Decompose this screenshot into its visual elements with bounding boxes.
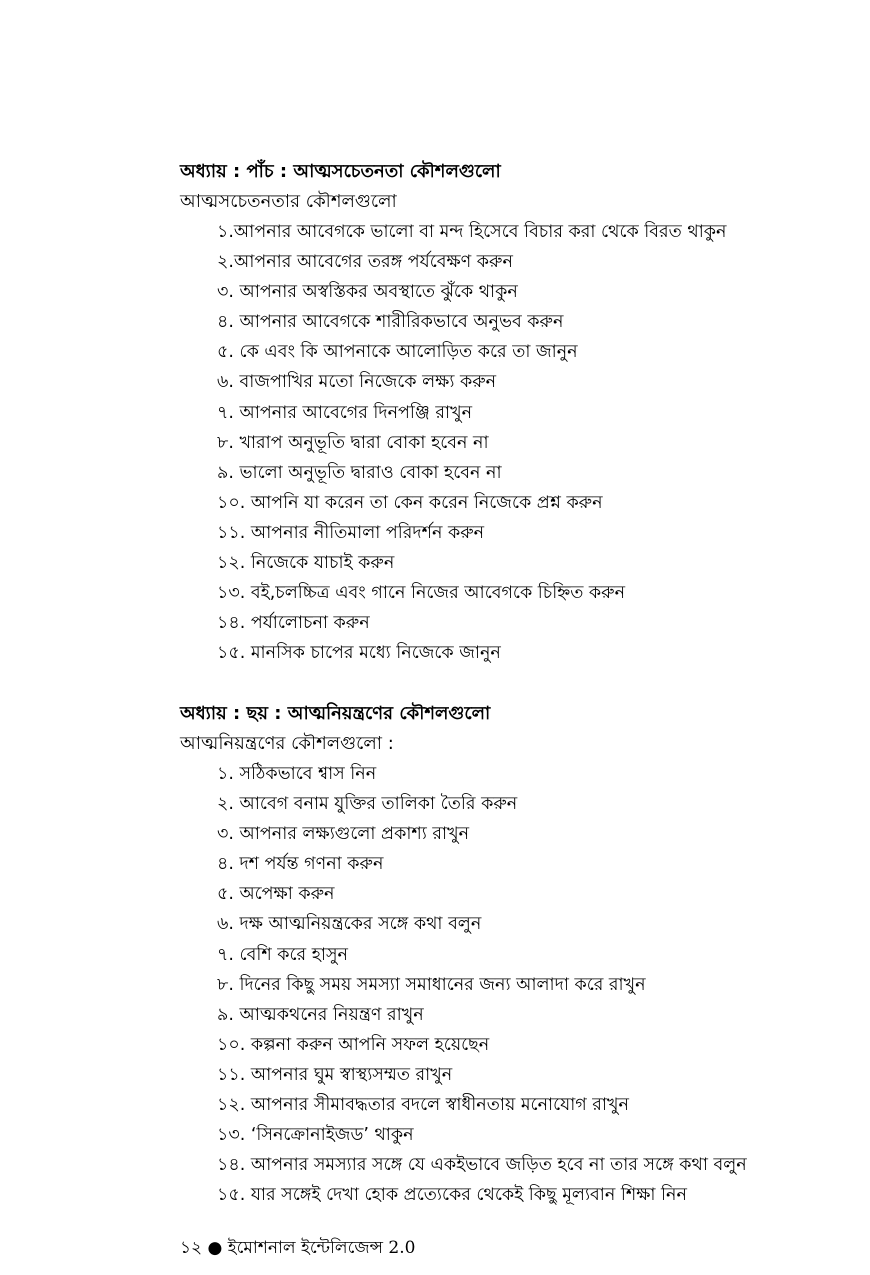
list-item: ১৩. ‘সিনক্রোনাইজড’ থাকুন — [217, 1125, 414, 1146]
list-item: ১২. আপনার সীমাবদ্ধতার বদলে স্বাধীনতায় মনোযোগ রাখুন — [217, 1095, 629, 1116]
list-item: ১০. কল্পনা করুন আপনি সফল হয়েছেন — [217, 1034, 490, 1055]
list-item: ৯. আত্মকথনের নিয়ন্ত্রণ রাখুন — [217, 1004, 424, 1025]
chapter-heading: অধ্যায় : পাঁচ : আত্মসচেতনতা কৌশলগুলো — [180, 161, 501, 182]
list-item: ৩. আপনার লক্ষ্যগুলো প্রকাশ্য রাখুন — [217, 824, 470, 845]
list-item: ৭. আপনার আবেগের দিনপঞ্জি রাখুন — [217, 402, 473, 423]
section-subheading: আত্মসচেতনতার কৌশলগুলো — [180, 191, 397, 212]
chapter-six-section — [180, 699, 820, 1210]
technique-list — [180, 759, 820, 1210]
list-item: ১২. নিজেকে যাচাই করুন — [217, 553, 395, 574]
list-item: ১৪. আপনার সমস্যার সঙ্গে যে একইভাবে জড়িত হবে না তার সঙ্গে কথা বলুন — [217, 1155, 747, 1176]
list-item: ১৫. মানসিক চাপের মধ্যে নিজেকে জানুন — [217, 643, 501, 664]
chapter-heading: অধ্যায় : ছয় : আত্মনিয়ন্ত্রণের কৌশলগুলো — [180, 703, 491, 724]
list-item: ৮. দিনের কিছু সময় সমস্যা সমাধানের জন্য আলাদা করে রাখুন — [217, 974, 646, 995]
section-subheading: আত্মনিয়ন্ত্রণের কৌশলগুলো : — [180, 733, 394, 754]
list-item: ৩. আপনার অস্বস্তিকর অবস্থাতে ঝুঁকে থাকুন — [217, 282, 518, 303]
list-item: ২.আপনার আবেগের তরঙ্গ পর্যবেক্ষণ করুন — [217, 252, 513, 273]
list-item: ৭. বেশি করে হাসুন — [217, 944, 349, 965]
list-item: ২. আবেগ বনাম যুক্তির তালিকা তৈরি করুন — [217, 794, 518, 815]
list-item: ১.আপনার আবেগকে ভালো বা মন্দ হিসেবে বিচার করা থেকে বিরত থাকুন — [217, 222, 727, 242]
list-item: ১. সঠিকভাবে শ্বাস নিন — [217, 764, 377, 784]
list-item: ৬. দক্ষ আত্মনিয়ন্ত্রকের সঙ্গে কথা বলুন — [217, 914, 482, 935]
list-item: ১০. আপনি যা করেন তা কেন করেন নিজেকে প্রশ্ন করুন — [217, 492, 603, 513]
list-item: ৫. অপেক্ষা করুন — [217, 884, 335, 905]
list-item: ৪. দশ পর্যন্ত গণনা করুন — [217, 854, 384, 875]
bullet-separator: ● — [207, 1238, 223, 1258]
book-edition: 2.0 — [388, 1238, 416, 1258]
list-item: ৪. আপনার আবেগকে শারীরিকভাবে অনুভব করুন — [217, 312, 564, 333]
page-number: ১২ — [180, 1238, 203, 1258]
list-item: ৯. ভালো অনুভূতি দ্বারাও বোকা হবেন না — [217, 462, 502, 483]
list-item: ১১. আপনার নীতিমালা পরিদর্শন করুন — [217, 522, 485, 543]
list-item: ১৪. পর্যালোচনা করুন — [217, 613, 370, 634]
book-title: ইমোশনাল ইন্টেলিজেন্স — [227, 1238, 383, 1258]
page-footer — [180, 1234, 415, 1262]
technique-list — [180, 217, 820, 668]
list-item: ১১. আপনার ঘুম স্বাস্থ্যসম্মত রাখুন — [217, 1064, 453, 1085]
list-item: ৬. বাজপাখির মতো নিজেকে লক্ষ্য করুন — [217, 372, 497, 393]
list-item: ৮. খারাপ অনুভূতি দ্বারা বোকা হবেন না — [217, 432, 489, 453]
list-item: ৫. কে এবং কি আপনাকে আলোড়িত করে তা জানুন — [217, 342, 578, 363]
list-item: ১৩. বই,চলচ্চিত্র এবং গানে নিজের আবেগকে চিহ্নিত করুন — [217, 583, 626, 604]
chapter-five-section — [180, 157, 820, 668]
list-item: ১৫. যার সঙ্গেই দেখা হোক প্রত্যেকের থেকেই কিছু মূল্যবান শিক্ষা নিন — [217, 1185, 687, 1206]
